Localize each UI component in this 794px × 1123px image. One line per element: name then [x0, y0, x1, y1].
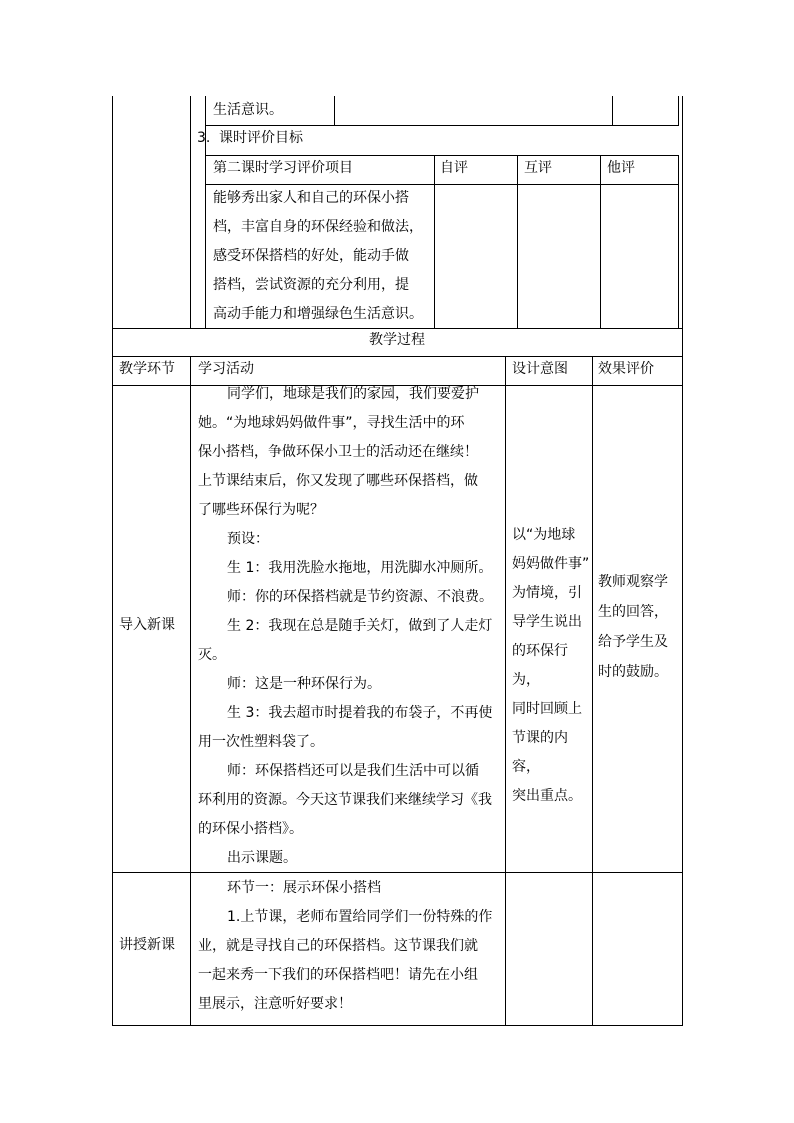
- eval-line: 档，丰富自身的环保经验和做法，: [213, 219, 423, 235]
- design-line: 同时回顾上: [512, 701, 582, 717]
- intro-line: 了哪些环保行为呢？: [198, 502, 324, 518]
- intro-line: 灭。: [198, 647, 226, 663]
- design-line: 妈妈做件事”: [512, 556, 590, 572]
- design-line: 节课的内容，: [512, 730, 568, 775]
- eval-item-text: [213, 184, 435, 329]
- intro-line: 师：你的环保搭档就是节约资源、不浪费。: [227, 589, 493, 605]
- intro-line: 出示课题。: [227, 850, 297, 866]
- cont-col-2: [612, 96, 613, 126]
- effect-line: 给予学生及: [598, 634, 668, 650]
- eval-line: 高动手能力和增强绿色生活意识。: [213, 306, 423, 322]
- eval-col-2: [517, 155, 518, 328]
- teach-line: 一起来秀一下我们的环保搭档吧！请先在小组: [198, 967, 478, 983]
- effect-line: 教师观察学: [598, 574, 668, 590]
- design-line: 以“为地球: [512, 527, 576, 543]
- process-title: 教学过程: [369, 332, 425, 348]
- header-stage: 教学环节: [119, 361, 175, 377]
- intro-stage: 导入新课: [119, 617, 175, 633]
- teach-activity: [198, 874, 504, 1019]
- header-activity: 学习活动: [198, 361, 254, 377]
- intro-line: 上节课结束后，你又发现了哪些环保搭档，做: [198, 473, 478, 489]
- eval-header-other: 他评: [607, 160, 635, 176]
- cont-col-1: [334, 96, 335, 126]
- design-line: 导学生说出: [512, 614, 582, 630]
- teach-line: 1.上节课，老师布置给同学们一份特殊的作: [227, 909, 493, 925]
- process-col-2: [505, 356, 506, 1026]
- intro-line: 师：这是一种环保行为。: [227, 676, 381, 692]
- intro-line: 生 2：我现在总是随手关灯，做到了人走灯: [227, 618, 493, 634]
- table-border-left: [112, 96, 113, 1026]
- intro-row-bottom: [112, 872, 682, 873]
- intro-line: 保小搭档，争做环保小卫士的活动还在继续！: [198, 444, 478, 460]
- eval-col-4: [678, 155, 679, 328]
- eval-header-peer: 互评: [524, 160, 552, 176]
- intro-design: [512, 521, 592, 811]
- teach-line: 环节一：展示环保小搭档: [227, 880, 381, 896]
- table-border-right: [682, 96, 683, 1026]
- process-col-1: [190, 356, 191, 1026]
- eval-line: 搭档，尝试资源的充分利用，提: [213, 277, 409, 293]
- item-number: 3.: [197, 130, 211, 146]
- effect-line: 生的回答，: [598, 604, 668, 620]
- table-border-bottom: [112, 1025, 682, 1026]
- intro-line: 她。“为地球妈妈做件事”，寻找生活中的环: [198, 415, 465, 431]
- intro-effect: [598, 567, 680, 687]
- intro-line: 的环保小搭档》。: [198, 821, 303, 837]
- eval-header-self: 自评: [440, 160, 468, 176]
- eval-line: 感受环保搭档的好处，能动手做: [213, 248, 409, 264]
- eval-header-item: 第二课时学习评价项目: [213, 160, 353, 176]
- design-line: 的环保行为，: [512, 643, 568, 688]
- cont-cell-text: 生活意识。: [213, 102, 283, 118]
- teach-line: 业，就是寻找自己的环保搭档。这节课我们就: [198, 938, 478, 954]
- cont-row-bottom: [205, 125, 678, 126]
- teach-line: 里展示，注意听好要求！: [198, 996, 352, 1012]
- cont-col-3: [678, 96, 679, 126]
- process-title-top: [112, 328, 682, 329]
- top-col-divider: [190, 96, 191, 328]
- header-design: 设计意图: [512, 361, 568, 377]
- design-line: 为情境，引: [512, 585, 582, 601]
- header-effect: 效果评价: [598, 361, 654, 377]
- intro-line: 师：环保搭档还可以是我们生活中可以循: [227, 763, 479, 779]
- intro-line: 生 3：我去超市时提着我的布袋子，不再使: [227, 705, 493, 721]
- effect-line: 时的鼓励。: [598, 664, 668, 680]
- intro-line: 用一次性塑料袋了。: [198, 734, 324, 750]
- intro-line: 预设：: [227, 531, 269, 547]
- design-line: 突出重点。: [512, 788, 582, 804]
- intro-line: 同学们，地球是我们的家园，我们要爱护: [227, 386, 479, 402]
- process-col-3: [592, 356, 593, 1026]
- eval-table-top: [205, 155, 678, 156]
- intro-line: 环利用的资源。今天这节课我们来继续学习《我: [198, 792, 492, 808]
- item-title: 课时评价目标: [219, 130, 303, 146]
- eval-col-3: [600, 155, 601, 328]
- intro-activity: [198, 380, 504, 873]
- teach-stage: 讲授新课: [119, 937, 175, 953]
- intro-line: 生 1：我用洗脸水拖地，用洗脚水冲厕所。: [227, 560, 493, 576]
- process-header-top: [112, 356, 682, 357]
- eval-line: 能够秀出家人和自己的环保小搭: [213, 190, 409, 206]
